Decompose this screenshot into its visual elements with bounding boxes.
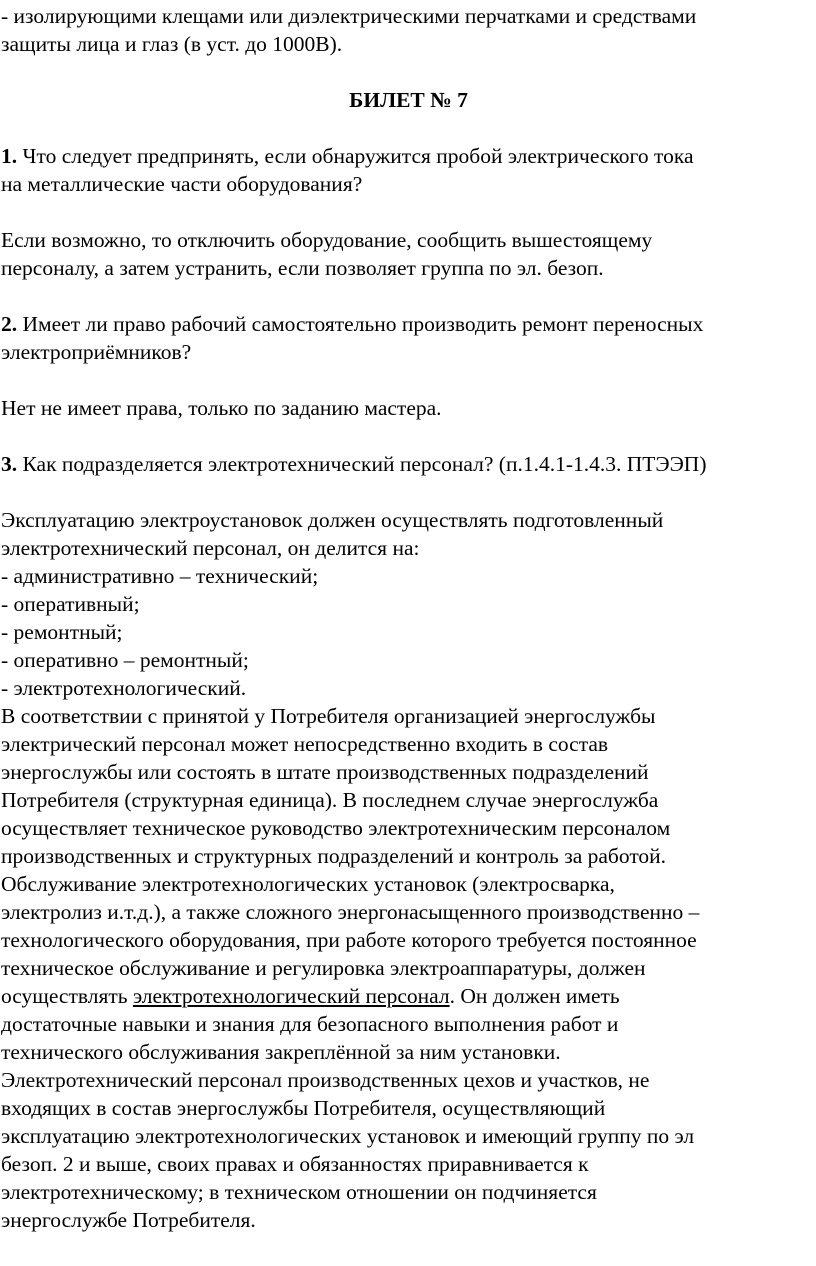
question-2-line-2: электроприёмников? bbox=[1, 340, 192, 364]
answer-3-list-item: - оперативно – ремонтный; bbox=[1, 648, 249, 672]
question-1-number: 1. bbox=[1, 144, 18, 168]
ticket-title: БИЛЕТ № 7 bbox=[349, 88, 468, 112]
question-1-line-1 bbox=[1, 142, 816, 170]
question-2-line-1 bbox=[1, 310, 816, 338]
spacer bbox=[1, 114, 816, 142]
answer-3-line: технологического оборудования, при работе которого требуется постоянное bbox=[1, 928, 697, 952]
answer-3-list-item: - электротехнологический. bbox=[1, 676, 247, 700]
answer-3-line: энергослужбе Потребителя. bbox=[1, 1208, 256, 1232]
question-2-text: Имеет ли право рабочий самостоятельно производить ремонт переносных bbox=[17, 312, 704, 336]
answer-1-line-2: персоналу, а затем устранить, если позволяет группа по эл. безоп. bbox=[1, 256, 604, 280]
answer-3-line: Электротехнический персонал производственных цехов и участков, не bbox=[1, 1068, 650, 1092]
answer-3-line: электрический персонал может непосредственно входить в состав bbox=[1, 732, 609, 756]
answer-2-line-1: Нет не имеет права, только по заданию мастера. bbox=[1, 396, 442, 420]
answer-3-list-item: - административно – технический; bbox=[1, 564, 319, 588]
spacer bbox=[1, 478, 816, 506]
answer-3-line: Обслуживание электротехнологических установок (электросварка, bbox=[1, 872, 615, 896]
answer-3-line: эксплуатацию электротехнологических установок и имеющий группу по эл bbox=[1, 1124, 695, 1148]
underline-prefix: осуществлять bbox=[1, 984, 133, 1008]
spacer bbox=[1, 58, 816, 86]
answer-3-list-item: - оперативный; bbox=[1, 592, 140, 616]
underline-suffix: . Он должен иметь bbox=[449, 984, 620, 1008]
answer-3-line: электролиз и.т.д.), а также сложного энергонасыщенного производственно – bbox=[1, 900, 700, 924]
answer-3-line: техническое обслуживание и регулировка электроаппаратуры, должен bbox=[1, 956, 646, 980]
answer-3-line: достаточные навыки и знания для безопасного выполнения работ и bbox=[1, 1012, 619, 1036]
answer-3-line: входящих в состав энергослужбы Потребителя, осуществляющий bbox=[1, 1096, 606, 1120]
spacer bbox=[1, 198, 816, 226]
underlined-term: электротехнологический персонал bbox=[132, 984, 450, 1008]
question-3-line-1 bbox=[1, 450, 816, 478]
answer-3-line: энергослужбы или состоять в штате производственных подразделений bbox=[1, 760, 649, 784]
spacer bbox=[1, 422, 816, 450]
answer-3-underlined-line bbox=[1, 982, 816, 1010]
question-3-number: 3. bbox=[1, 452, 18, 476]
intro-line-2: защиты лица и глаз (в уст. до 1000В). bbox=[1, 32, 343, 56]
answer-1-line-1: Если возможно, то отключить оборудование, сообщить вышестоящему bbox=[1, 228, 653, 252]
spacer bbox=[1, 366, 816, 394]
answer-3-line: электротехническому; в техническом отношении он подчиняется bbox=[1, 1180, 597, 1204]
answer-3-line: технического обслуживания закреплённой за ним установки. bbox=[1, 1040, 561, 1064]
answer-3-line: безоп. 2 и выше, своих правах и обязанностях приравнивается к bbox=[1, 1152, 589, 1176]
question-1-text: Что следует предпринять, если обнаружится пробой электрического тока bbox=[17, 144, 694, 168]
question-3-text: Как подразделяется электротехнический персонал? (п.1.4.1-1.4.3. ПТЭЭП) bbox=[17, 452, 707, 476]
intro-line-1: - изолирующими клещами или диэлектрическими перчатками и средствами bbox=[1, 4, 697, 28]
answer-3-line: Потребителя (структурная единица). В последнем случае энергослужба bbox=[1, 788, 659, 812]
answer-3-line: Эксплуатацию электроустановок должен осуществлять подготовленный bbox=[1, 508, 664, 532]
question-2-number: 2. bbox=[1, 312, 18, 336]
answer-3-list-item: - ремонтный; bbox=[1, 620, 123, 644]
answer-3-line: осуществляет техническое руководство электротехническим персоналом bbox=[1, 816, 671, 840]
answer-3-line: электротехнический персонал, он делится на: bbox=[1, 536, 420, 560]
answer-3-line: В соответствии с принятой у Потребителя организацией энергослужбы bbox=[1, 704, 656, 728]
spacer bbox=[1, 282, 816, 310]
answer-3-line: производственных и структурных подразделений и контроль за работой. bbox=[1, 844, 667, 868]
question-1-line-2: на металлические части оборудования? bbox=[1, 172, 363, 196]
